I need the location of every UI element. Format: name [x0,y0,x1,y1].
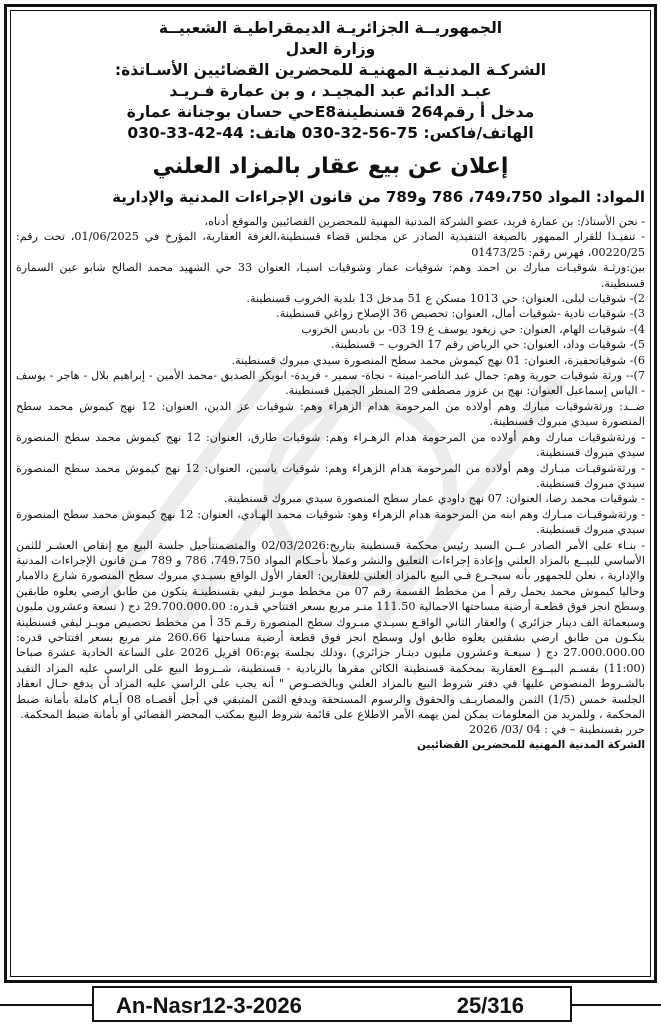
footer-rule-left [0,1004,92,1006]
body-paragraph: - شوقيات محمد رضا، العنوان: 07 نهج داودي عمار سطح المنصورة سيدي مبروك قسنطينة. [223,492,645,506]
body-paragraph: - بنـاء على الأمر الصادر عــن السيد رئيس محكمة قسنطينة بتاريخ:02/03/2026 والمتضمنتأجيل جلسة البيع مع إنقاص العشـر للثمن الأساسي للبيــع بالمزاد العلني وإعادة إجراءات التعليق والنشر وعملا بأحـكام المواد 749،750، 786 و 789 مـن قانون الإجراءات المدنية والإدارية ، نعلن للجمهور بأنه سيجـرع فـي البيع بالمزاد العلني للعقارين: العقار الأول الواقع بسيـدي مبروك سطح المنصورة شارع دالامبار وحاليا كيموش محمد يحمل رقم أ من مخطط القسمة رقم 07 من مخطط مويـز ليفي بقسنطينـة يتكون من طابق ارضي يعلوه طابقين وسطح انجز فوق قطعـة أرضية مساحتها الاجمالية 111.50 متـر مربع بسعر افتتاحي قـدره: 29.700.000.00 دج ( تسعة وعشرون مليون وسبعمائة الف دينار جزائري ) والعقار الثاني الواقـع بسيـدي مبـروك سطح المنصورة رقـم 35 أ من مخطط تحصيص مويـز ليفي قسنطينة يتكـون من طابق ارضي بشقتين يعلوه طابق اول وسطح انجز فوق قطعة أرضية مساحتها 260.66 متر مربع بسعر افتتاحي قدره: 27.000.000.00 دج ( سبعـة وعشرون مليون دينـار جزائري) ،وذلك بجلسة يوم:06 افريل 2026 على الساعة الحادية عشرة صباحا (11:00) بقسـم البيــوع العقارية بمحكمة قسنطينة الكائن مقرها بالزيادية - قسنطينة، شــروط البيع على الراسي عليه المزاد التقيد بالشـروط المنصوص عليها في دفتر شروط البيع بالمزاد العلني وبالخصـوص " أنه يجب على الراسي عليه المزاد أن يدفع حـال انعقاد الجلسة خمس (1/5) الثمن والمصاريـف والحقوق والرسوم المستحقة ويدفع الثمن المتبقي في أجل أقصـاه 08 أيـام كاملة بأمانة ضبط المحكمة ، وللمزيد من المعلومات يمكن لمن يهمه الأمر الاطلاع على قائمة شروط البيع بمكتب المحضر القضائي أو بأمانة ضبط المحكمة. [16,538,645,721]
body-paragraph: 2)- شوقيات ليلى، العنوان: حي 1013 مسكن ع 51 مدخل 13 بلدية الخروب قسنطينة. [246,292,645,306]
body-paragraph: بين:ورثـة شوقيـات مبارك بن احمد وهم: شوقيات عمار وشوقيات اسيـا، العنوان 33 حي الشهيد محمد الصالح شابو عين السمارة قسنطينة. [16,261,645,290]
footer-box [92,986,572,1022]
body-paragraph: - ورثةشوقيـات مبـارك وهم ابنه من المرحومة هدام الزهراء وهو: شوقيات محمد الهـادي، العنوان: 12 نهج كيموش محمد سطح المنصورة سيدي مبروك قسنطينة. [16,507,645,537]
body-paragraph: 3)- شوقيات نادية -شوقيات أمال، العنوان: تحصيص 36 الإصلاح زواغي قسنطينة. [276,307,645,321]
body-paragraph: - تنفيـذا للقرار الممهور بالصيغة التنفيذية الصادر عن مجلس قضاء قسنطينة،الغرفة العقارية، المؤرخ في 01/06/2025، تحت رقم: 00220/25، فهرس رقم: 01473/25 [16,230,645,259]
announcement-body [16,214,645,722]
header-firm: الشركـة المدنيـة المهنيـة للمحضرين القضائيين الأسـاتذة: [114,61,547,79]
signature: الشركة المدنية المهنية للمحضرين القضائيين [416,738,645,751]
ad-number: 25/316 [456,993,524,1018]
announcement-title: إعلان عن بيع عقار بالمزاد العلني [152,154,509,179]
header-phone: الهاتف/فاكس: 75-56-32-030 هاتف: 44-42-33-030 [127,124,534,142]
body-paragraph: - ورثةشوقيـات مبـارك وهم أولاده من المرحومة هدام الزهراء وهم: شوقيات ياسين، العنوان: 12 نهج كيموش محمد سطح المنصورة سيدي مبروك قسنطينة. [16,461,645,490]
header-address: مدخل أ رقم264 قسنطينةE8حي حسان بوجنانة عمارة [126,103,535,121]
footer-rule-right [572,1004,661,1006]
header-bailiffs: عبـد الدائم عبد المجيـد ، و بن عمارة فـريـد [169,82,492,100]
body-paragraph: 6)- شوقياتحفيزة، العنوان: 01 نهج كيموش محمد سطح المنصورة سيدي مبروك قسنطينة. [231,353,645,367]
issue-date: حرر بقسنطينة – في : 04 /03/ 2026 [468,723,645,737]
body-paragraph: 5)- شوقيات وداد، العنوان: حي الرياض رقم 17 الخروب – قسنطينة. [331,338,645,352]
publication-reference: An-Nasr12-3-2026 [116,993,302,1018]
body-paragraph: ضــد: ورثةشوقيات مبارك وهم أولاده من المرحومة هدام الزهراء وهم: شوقيات عز الدين، العنوان: 12 نهج كيموش محمد سطح المنصورة سيدي مبروك قسنطينة. [16,399,645,429]
body-paragraph: - ورثةشوقيات مبارك وهم أولاده من المرحومة هدام الزهـراء وهم: شوقيات طارق، العنوان: 12 نهج كيموش محمد سطح المنصورة سيدي مبروك قسنطينة. [16,430,645,460]
publication-footer [0,986,661,1025]
issuer-header [16,18,645,144]
announcement-content [16,18,645,973]
body-paragraph: - نحن الأستاذ/: بن عمارة فريد، عضو الشركة المدنية المهنية للمحضرين القضائيين والموقع أدناه، [204,215,645,228]
header-country: الجمهوريــة الجزائريـة الديمقراطيـة الشعبيــة [158,19,503,37]
body-paragraph: 7)-- ورثة شوقيات حورية وهم: جمال عبد الناصر-امينة - نجاة- سمير - فريدة- ابوبكر الصديق -محمد الأمين - إبراهيم بلال - هاجر - يوسف - الياس إسماعيل العنوان: نهج بن عزوز مصطفى 29 المنظر الجميل قسنطينة. [16,369,645,398]
header-ministry: وزارة العدل [285,40,376,58]
body-paragraph: 4)- شوقيات الهام، العنوان: حي زيغود يوسف ع 19 03- بن باديس الخروب [301,322,645,336]
legal-articles: المواد: المواد 749،750، 786 و789 من قانون الإجراءات المدنية والإدارية [112,188,645,206]
